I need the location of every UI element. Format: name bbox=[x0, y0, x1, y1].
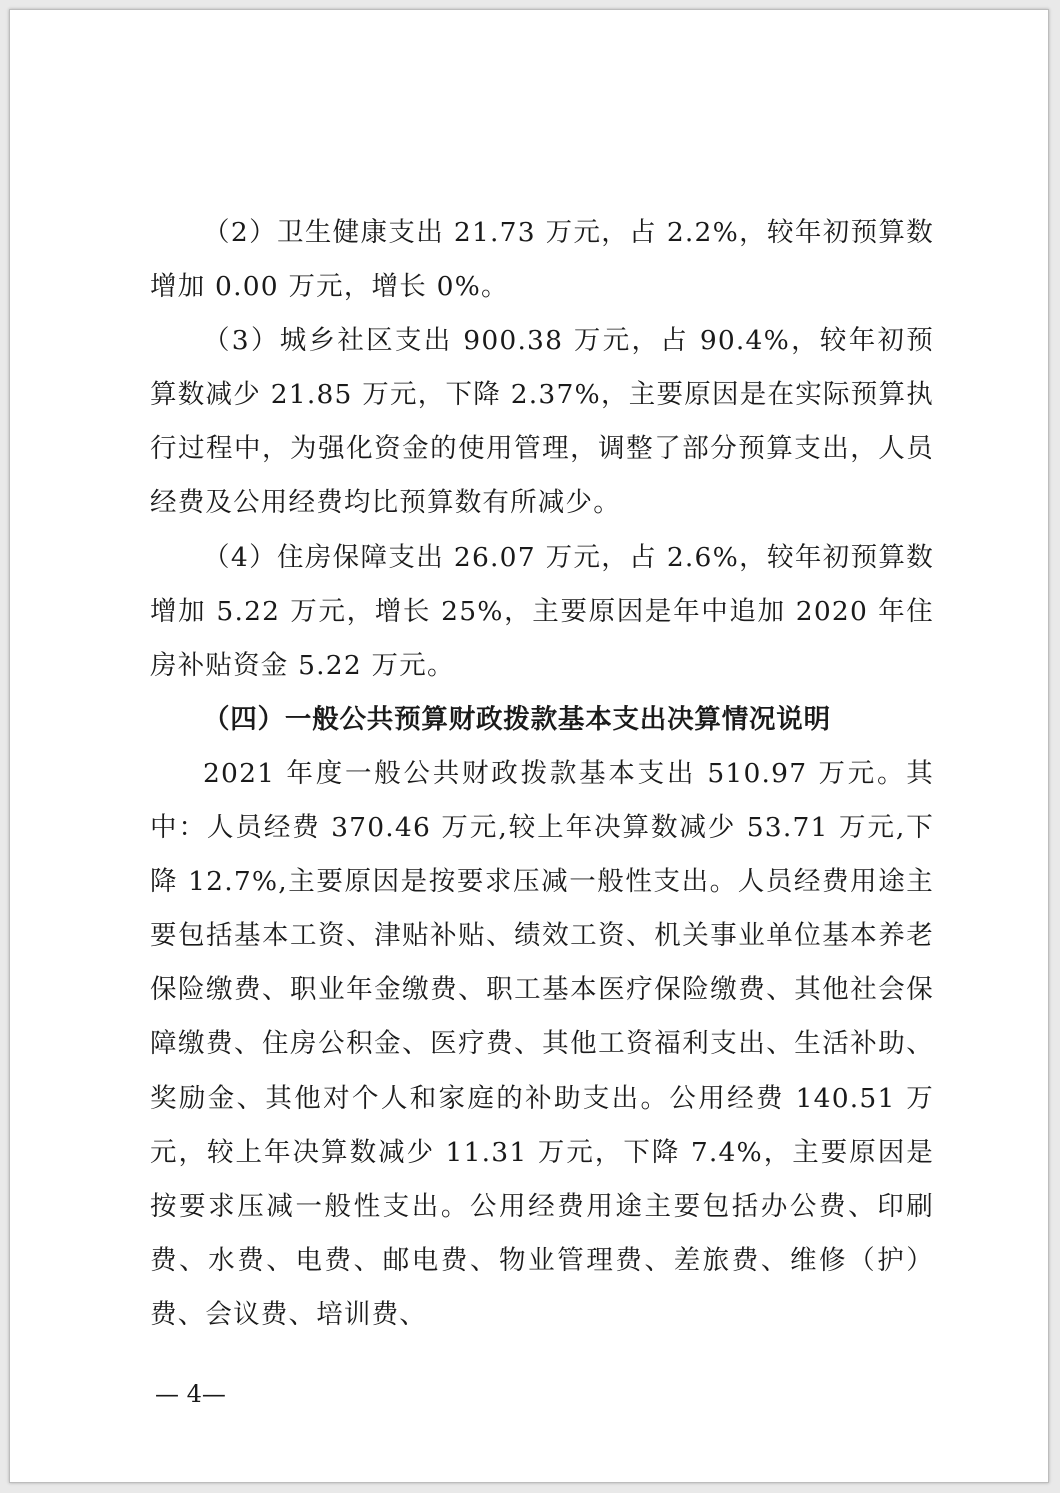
paragraph-housing-expenditure: （4）住房保障支出 26.07 万元，占 2.6%，较年初预算数增加 5.22 万元，增长 25%，主要原因是年中追加 2020 年住房补贴资金 5.22 万元。 bbox=[150, 541, 934, 681]
page-number: — 4— bbox=[155, 1380, 226, 1408]
paragraph-health-expenditure: （2）卫生健康支出 21.73 万元，占 2.2%，较年初预算数增加 0.00 万元，增长 0%。 bbox=[150, 217, 934, 303]
document-page bbox=[9, 9, 1049, 1483]
document-body bbox=[150, 206, 934, 1342]
section-heading: （四）一般公共预算财政拨款基本支出决算情况说明 bbox=[203, 703, 831, 735]
paragraph-urban-rural-expenditure: （3）城乡社区支出 900.38 万元，占 90.4%，较年初预算数减少 21.85 万元，下降 2.37%，主要原因是在实际预算执行过程中，为强化资金的使用管理，调整了部分预算支出，人员经费及公用经费均比预算数有所减少。 bbox=[150, 325, 934, 519]
paragraph-basic-expenditure: 2021 年度一般公共财政拨款基本支出 510.97 万元。其中：人员经费 370.46 万元,较上年决算数减少 53.71 万元,下降 12.7%,主要原因是按要求压减一般性支出。人员经费用途主要包括基本工资、津贴补贴、绩效工资、机关事业单位基本养老保险缴费、职业年金缴费、职工基本医疗保险缴费、其他社会保障缴费、住房公积金、医疗费、其他工资福利支出、生活补助、奖励金、其他对个人和家庭的补助支出。公用经费 140.51 万元，较上年决算数减少 11.31 万元，下降 7.4%，主要原因是按要求压减一般性支出。公用经费用途主要包括办公费、印刷费、水费、电费、邮电费、物业管理费、差旅费、维修（护）费、会议费、培训费、 bbox=[150, 757, 934, 1330]
